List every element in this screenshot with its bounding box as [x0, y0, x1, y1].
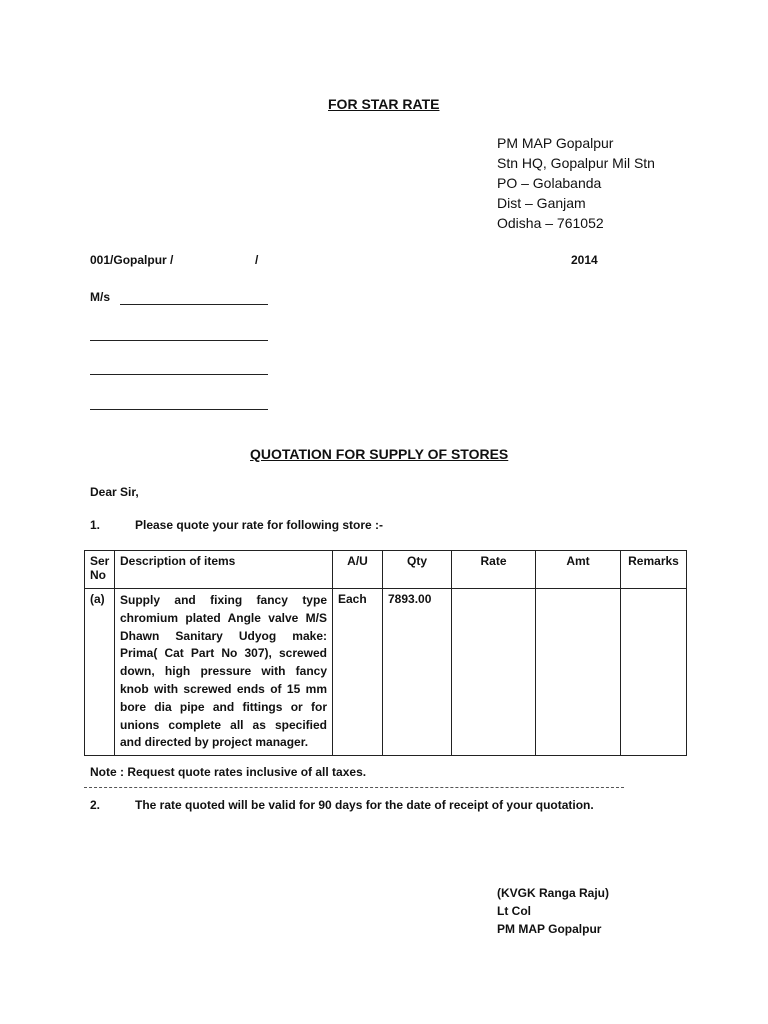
table-header-row	[85, 551, 687, 589]
signature-block	[497, 884, 609, 938]
cell-ser: (a)	[85, 589, 115, 756]
subject-heading: QUOTATION FOR SUPPLY OF STORES	[250, 446, 509, 462]
signatory-name: (KVGK Ranga Raju)	[497, 886, 610, 900]
para2-number: 2.	[90, 798, 101, 812]
reference-slash: /	[255, 253, 259, 267]
signatory-rank: Lt Col	[497, 904, 531, 918]
cell-rate	[452, 589, 536, 756]
addressee-blank-line	[120, 304, 268, 305]
header-au: A/U	[333, 551, 383, 589]
cell-amt	[536, 589, 621, 756]
header-amt: Amt	[536, 551, 621, 589]
page-title: FOR STAR RATE	[328, 96, 440, 112]
address-line: Odisha – 761052	[497, 215, 604, 231]
para2-text: The rate quoted will be valid for 90 days for the date of receipt of your quotation.	[135, 798, 594, 812]
address-line: Stn HQ, Gopalpur Mil Stn	[497, 155, 655, 171]
para1-number: 1.	[90, 518, 101, 532]
header-rate: Rate	[452, 551, 536, 589]
signatory-office: PM MAP Gopalpur	[497, 922, 602, 936]
cell-remarks	[621, 589, 687, 756]
address-line: PM MAP Gopalpur	[497, 135, 614, 151]
addressee-blank-line	[90, 374, 268, 375]
header-remarks: Remarks	[621, 551, 687, 589]
dashed-divider	[84, 787, 624, 788]
addressee-blank-line	[90, 409, 268, 410]
address-line: PO – Golabanda	[497, 175, 602, 191]
header-ser-no: Ser No	[85, 551, 115, 589]
sender-address	[497, 133, 655, 233]
cell-qty: 7893.00	[383, 589, 452, 756]
cell-au: Each	[333, 589, 383, 756]
address-line: Dist – Ganjam	[497, 195, 586, 211]
header-description: Description of items	[115, 551, 333, 589]
addressee-blank-line	[90, 340, 268, 341]
salutation: Dear Sir,	[90, 485, 139, 499]
reference-year: 2014	[571, 253, 598, 267]
addressee-prefix: M/s	[90, 290, 111, 304]
cell-description: Supply and fixing fancy type chromium plated Angle valve M/S Dhawn Sanitary Udyog make: Prima( Cat Part No 307), screwed down, high pressure with fancy knob with screwed ends of 15 mm bore dia pipe and fittings or for unions complete all as specified and directed by project manager.	[115, 589, 333, 756]
para1-text: Please quote your rate for following store :-	[135, 518, 384, 532]
note-text: Note : Request quote rates inclusive of all taxes.	[90, 765, 367, 779]
header-qty: Qty	[383, 551, 452, 589]
quotation-table	[84, 550, 687, 756]
table-row	[85, 589, 687, 756]
reference-number: 001/Gopalpur /	[90, 253, 174, 267]
